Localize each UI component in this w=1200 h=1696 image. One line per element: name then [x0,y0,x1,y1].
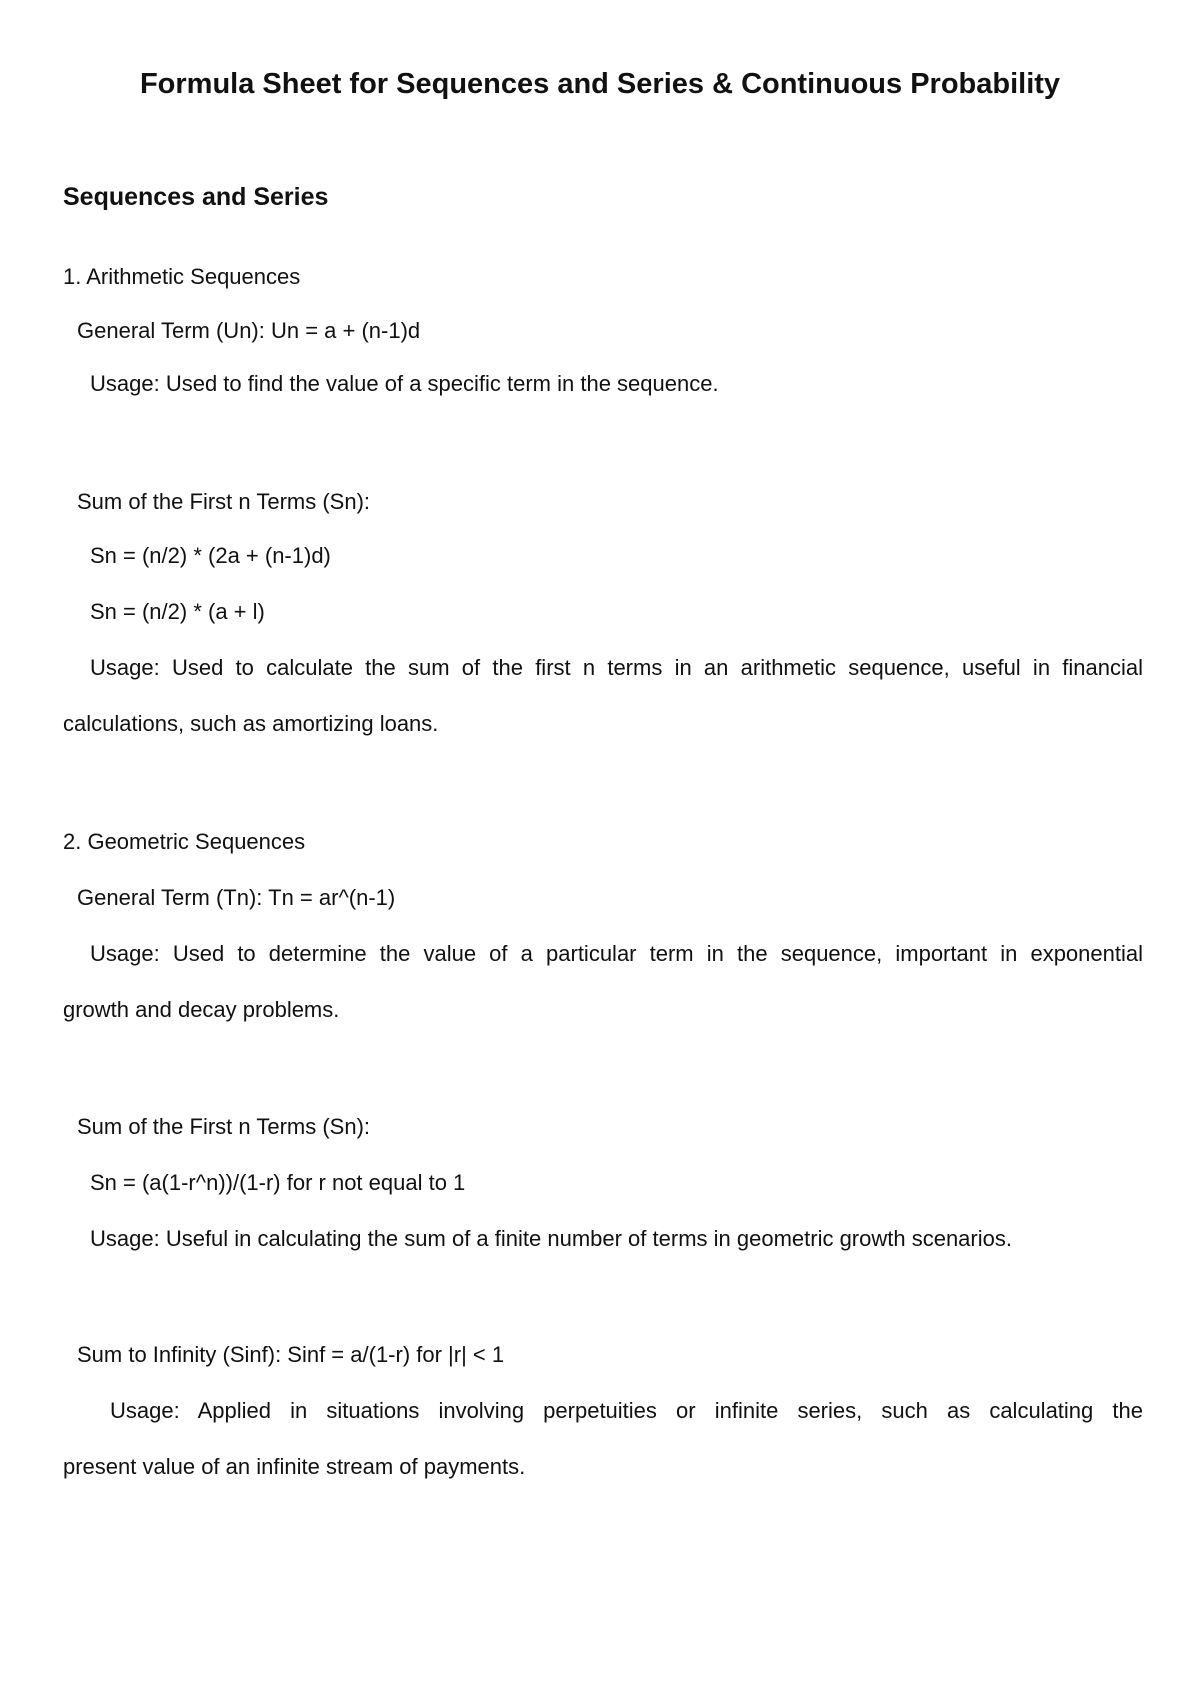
geometric-general-term-usage-line-1 [63,939,1143,969]
arithmetic-general-term: General Term (Un): Un = a + (n-1)d [77,318,421,343]
arithmetic-sum-usage-text: Usage: Used to calculate the sum of the first n terms in an arithmetic sequence, useful in financial [90,655,1143,680]
geometric-general-term-usage-text: Usage: Used to determine the value of a particular term in the sequence, important in exponential [90,941,1143,966]
geometric-sum-formula: Sn = (a(1-r^n))/(1-r) for r not equal to 1 [90,1170,466,1195]
geometric-infinity-usage-line-2: present value of an infinite stream of payments. [63,1454,526,1479]
geometric-general-term: General Term (Tn): Tn = ar^(n-1) [77,885,396,910]
geometric-heading: 2. Geometric Sequences [63,829,306,854]
geometric-infinity-usage-line-1 [63,1396,1143,1426]
arithmetic-sum-usage-line-2: calculations, such as amortizing loans. [63,711,439,736]
geometric-sum-usage: Usage: Useful in calculating the sum of a finite number of terms in geometric growth scenarios. [90,1226,1012,1251]
geometric-sum-to-infinity: Sum to Infinity (Sinf): Sinf = a/(1-r) for |r| < 1 [77,1342,505,1367]
document-title: Formula Sheet for Sequences and Series & Continuous Probability [139,68,1061,100]
geometric-infinity-usage-text: Usage: Applied in situations involving perpetuities or infinite series, such as calculating the [110,1398,1143,1423]
arithmetic-heading: 1. Arithmetic Sequences [63,264,301,289]
arithmetic-sum-heading: Sum of the First n Terms (Sn): [77,489,371,514]
geometric-sum-heading: Sum of the First n Terms (Sn): [77,1114,371,1139]
geometric-general-term-usage-line-2: growth and decay problems. [63,997,340,1022]
arithmetic-sum-formula-1: Sn = (n/2) * (2a + (n-1)d) [90,543,331,568]
arithmetic-sum-usage-line-1 [63,653,1143,683]
arithmetic-general-term-usage: Usage: Used to find the value of a specific term in the sequence. [90,371,719,396]
arithmetic-sum-formula-2: Sn = (n/2) * (a + l) [90,599,265,624]
section-heading: Sequences and Series [63,183,329,211]
